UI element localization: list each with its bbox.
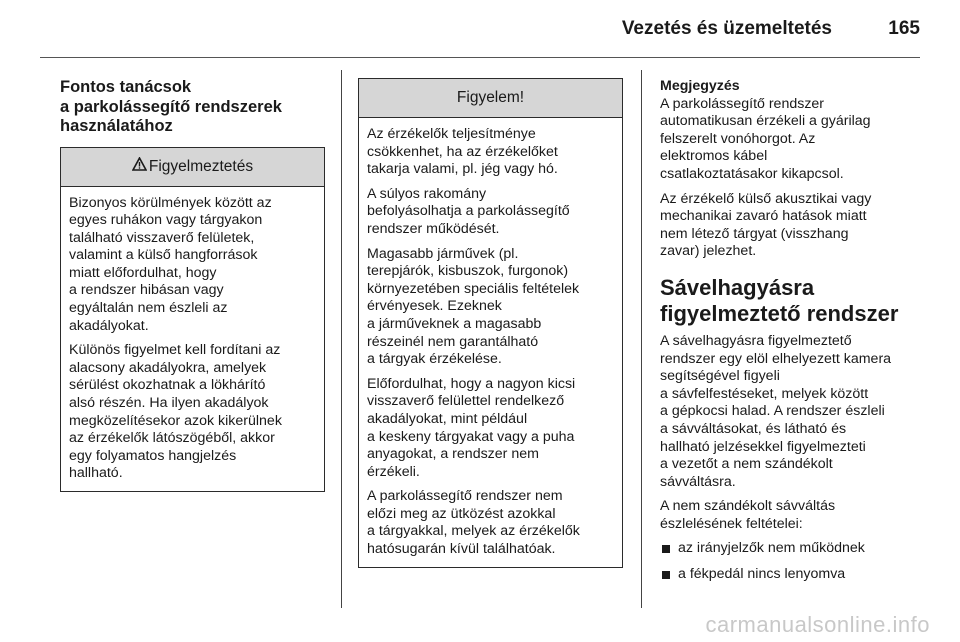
body-paragraph: A nem szándékolt sávváltás észlelésének feltételei: (660, 498, 836, 532)
column-2 (358, 78, 623, 568)
caution-box (358, 78, 623, 568)
lane-departure-heading: Sávelhagyásra figyelmeztető rendszer (660, 274, 899, 326)
caution-paragraph: Előfordulhat, hogy a nagyon kicsi visszaverő felülettel rendelkező akadályokat, mint például a keskeny tárgyakat vagy a puha anyagokat, a rendszer nem érzékeli. (367, 375, 576, 480)
warning-box-title: Figyelmeztetés (148, 157, 254, 175)
section-title: Fontos tanácsok a parkolássegítő rendszerek használatához (60, 78, 282, 135)
list-item-text: a fékpedál nincs lenyomva (678, 566, 846, 583)
note-paragraph: A parkolássegítő rendszer automatikusan érzékeli a gyárilag felszerelt vonóhorgot. Az elektromos kábel csatlakoztatásakor kikapcsol. (660, 95, 871, 182)
caution-box-header (359, 79, 622, 118)
warning-box-body (61, 187, 324, 492)
header-rule (40, 57, 920, 58)
note-paragraph: Az érzékelő külső akusztikai vagy mechanikai zavaró hatások miatt nem létező tárgyat (visszhang zavar) jelezhet. (660, 190, 872, 260)
caution-paragraph: A súlyos rakomány befolyásolhatja a parkolássegítő rendszer működését. (367, 185, 570, 237)
warning-paragraph: Különös figyelmet kell fordítani az alacsony akadályokra, amelyek sérülést okozhatnak a lökhárító alsó részén. Ha ilyen akadályok megközelítésekor azok kikerülnek az érzékelők látószögéből, akkor egy folyamatos hangjelzés hallható. (69, 342, 282, 482)
column-divider-left (341, 70, 342, 608)
bullet-square-icon (662, 571, 670, 579)
warning-paragraph: Bizonyos körülmények között az egyes ruhákon vagy tárgyakon található visszaverő felületek, valamint a külső hangforrások miatt előfordulhat, hogy a rendszer hibásan vagy egyáltalán nem észleli az akadályokat. (69, 194, 272, 334)
bullet-square-icon (662, 545, 670, 553)
warning-box (60, 147, 325, 493)
caution-box-title: Figyelem! (456, 89, 525, 107)
caution-box-body (359, 118, 622, 567)
note-label: Megjegyzés (660, 78, 740, 94)
caution-paragraph: A parkolássegítő rendszer nem előzi meg az ütközést azokkal a tárgyakkal, melyek az érzékelők hatósugarán kívül találhatóak. (367, 488, 580, 558)
column-3 (660, 78, 925, 592)
caution-paragraph: Az érzékelők teljesítménye csökkenhet, ha az érzékelőket takarja valami, pl. jég vagy hó. (367, 126, 558, 178)
watermark: carmanualsonline.info (705, 612, 930, 637)
warning-triangle-icon (132, 157, 147, 176)
warning-box-header (61, 148, 324, 187)
body-paragraph: A sávelhagyásra figyelmeztető rendszer egy elöl elhelyezett kamera segítségével figyeli a sávfelfestéseket, melyek között a gépkocsi halad. A rendszer észleli a sávváltásokat, és látható és hallható jelzésekkel figyelmezteti a vezetőt a nem szándékolt sávváltásra. (660, 332, 892, 490)
column-1 (60, 78, 325, 492)
column-divider-right (641, 70, 642, 608)
page-number: 165 (888, 18, 920, 39)
list-item (660, 540, 925, 558)
header-title: Vezetés és üzemeltetés (621, 18, 832, 39)
list-item-text: az irányjelzők nem működnek (678, 540, 865, 557)
list-item (660, 566, 925, 584)
condition-list (660, 540, 925, 583)
caution-paragraph: Magasabb járművek (pl. terepjárók, kisbuszok, furgonok) környezetében speciális feltételek érvényesek. Ezeknek a járműveknek a magasabb részeinél nem garantálható a tárgyak érzékelése. (367, 245, 580, 368)
